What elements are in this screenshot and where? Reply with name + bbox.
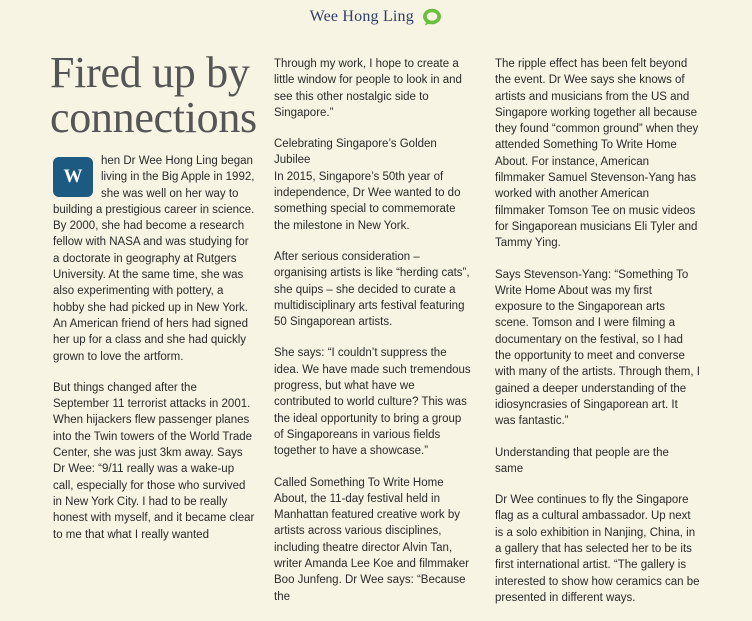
paragraph: Says Stevenson-Yang: “Something To Write Home About was my first exposure to the Singaporean arts scene. Tomson and I were filming a documentary on the festival, so I had the opportunity to meet and converse with many of the artists. Through them, I gained a deeper understanding of the idiosyncrasies of Singaporean art. It was fantastic.” [495,268,700,428]
paragraph: Through my work, I hope to create a little window for people to look in and see this other nostalgic side to Singapore.” [274,58,462,119]
paragraph: Called Something To Write Home About, the 11-day festival held in Manhattan featured creative work by artists across various disciplines, including theatre director Alvin Tan, writer Amanda Lee Koe and filmmaker Boo Junfeng. Dr Wee says: “Because the [274,476,469,603]
subheading: Understanding that people are the same [495,446,669,475]
page-header [0,8,752,30]
article-column-2 [274,56,474,620]
chat-bubble-icon[interactable] [422,8,442,26]
subheading-paragraph: Celebrating Singapore’s Golden Jubilee In 2015, Singapore’s 50th year of independence, Dr Wee wanted to do something special to commemorate the milestone in New York. [274,138,461,232]
paragraph: She says: “I couldn’t suppress the idea. We have made such tremendous progress, but what have we contributed to world culture? This was the ideal opportunity to bring a group of Singaporeans in various fields together to have a showcase.” [274,347,471,458]
article-headline: Fired up by connections [50,48,257,142]
paragraph: The ripple effect has been felt beyond the event. Dr Wee says she knows of artists and musicians from the US and Singapore working together all because they found “common ground” when they attended Something To Write Home About. For instance, American filmmaker Samuel Stevenson-Yang has worked with another American filmmaker Tomson Tee on music videos for Singaporean musicians Eli Tyler and Tammy Ying. [495,58,699,250]
article-column-3 [495,56,700,621]
paragraph: But things changed after the September 11 terrorist attacks in 2001. When hijackers flew passenger planes into the Twin towers of the World Trade Center, she was just 3km away. Says Dr Wee: “9/11 really was a wake-up call, especially for those who survived in New York City. I had to be really honest with myself, and it became clear to me that what I really wanted [53,381,255,541]
author-name: Wee Hong Ling [309,8,414,25]
drop-cap: W [53,157,93,197]
article-column-1 [53,153,255,558]
paragraph-text: hen Dr Wee Hong Ling began living in the Big Apple in 1992, she was well on her way to building a prestigious career in science. By 2000, she had become a research fellow with NASA and was studying for a doctorate in geography at Rutgers University. At the same time, she was also experimenting with pottery, a hobby she had picked up in New York. An American friend of hers had signed her up for a class and she had quickly grown to love the artform. [53,155,255,363]
paragraph: After serious consideration – organising artists is like “herding cats”, she quips – she decided to curate a multidisciplinary arts festival featuring 50 Singaporean artists. [274,250,470,329]
paragraph: Dr Wee continues to fly the Singapore flag as a cultural ambassador. Up next is a solo exhibition in Nanjing, China, in a gallery that has selected her to be its first international artist. “The gallery is interested to show how ceramics can be presented in different ways. [495,494,700,604]
paragraph [53,153,255,365]
